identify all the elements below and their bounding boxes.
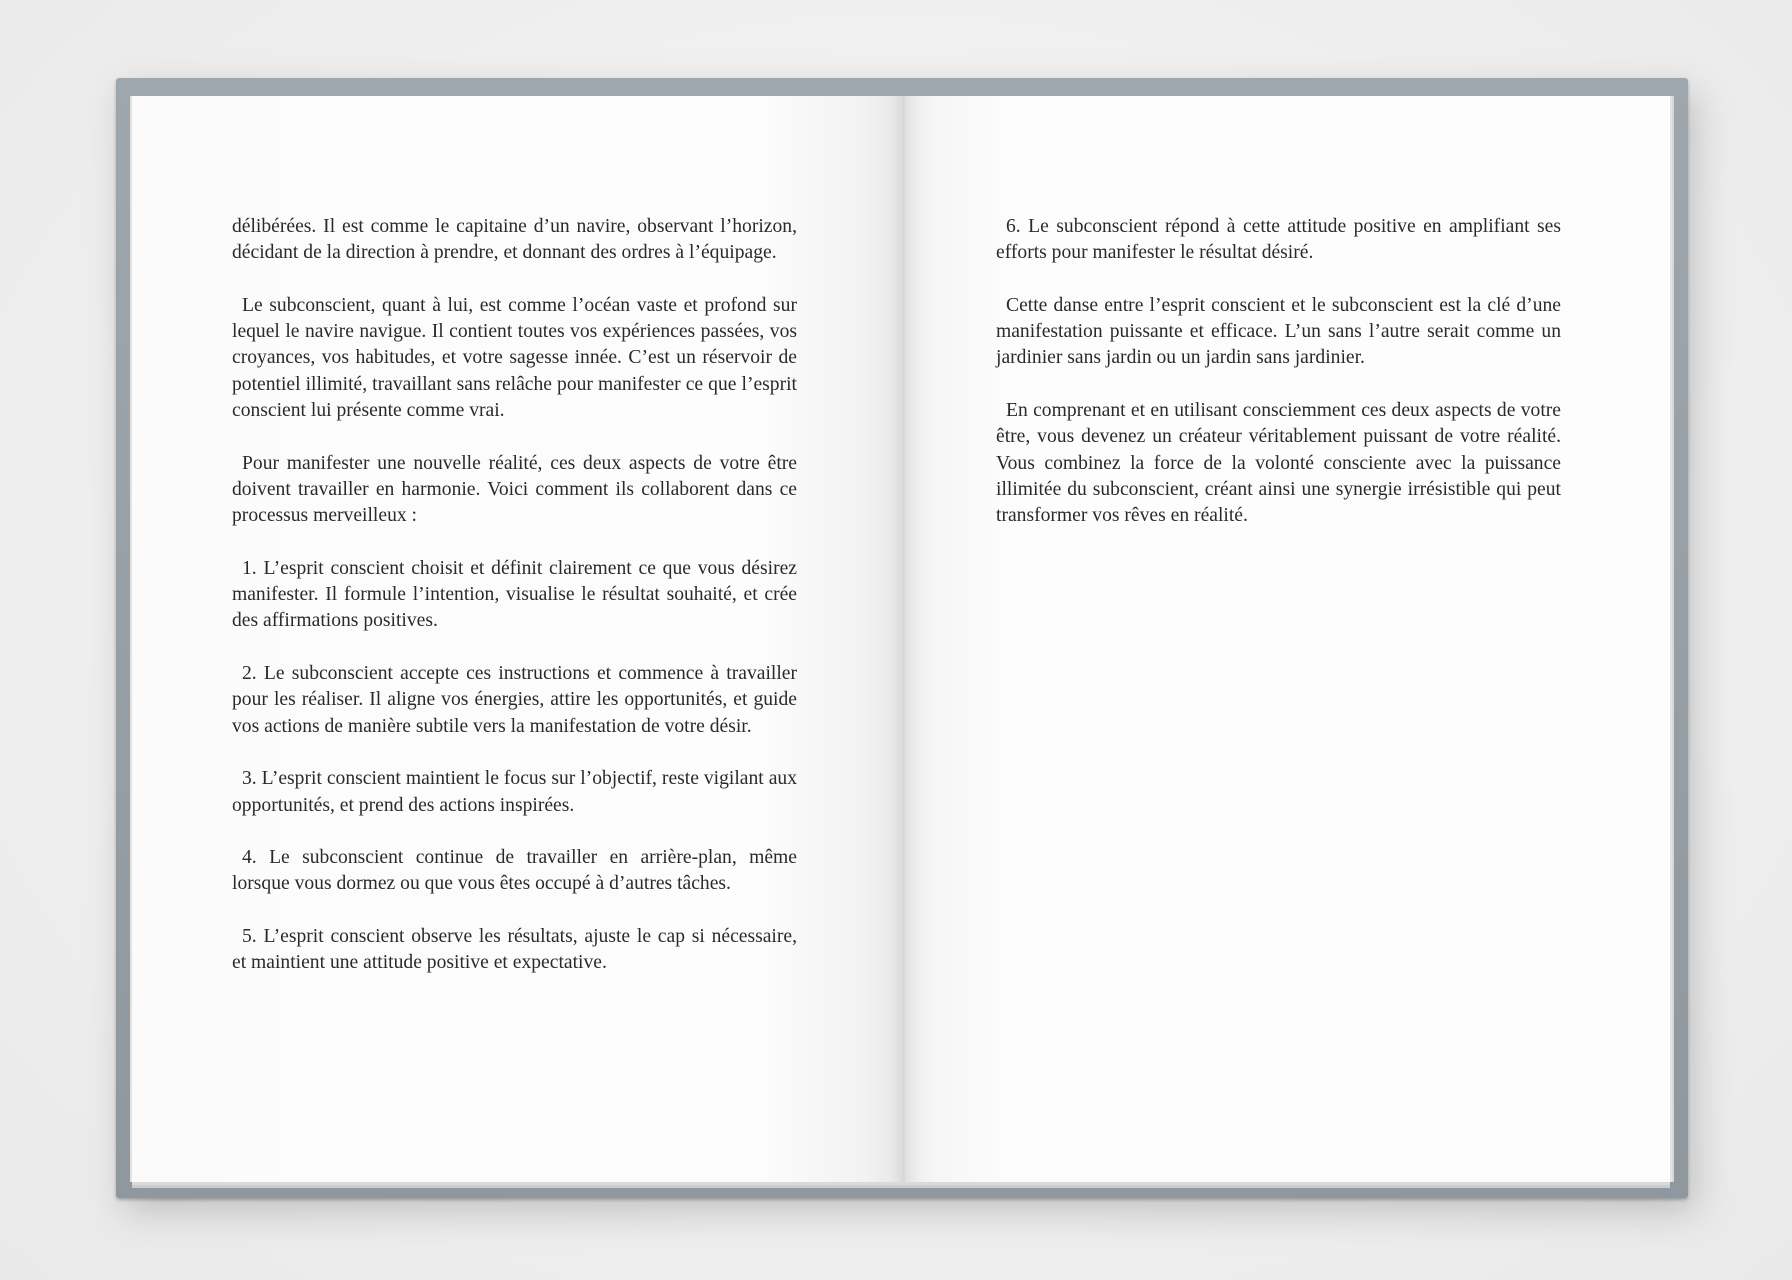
left-list-item-2: 2. Le subconscient accepte ces instructions et commence à travailler pour les réaliser. Il aligne vos énergies, attire les opportunités, et guide vos actions de manière subtile vers la manifestation de votre désir. bbox=[232, 663, 797, 737]
left-page-text bbox=[232, 214, 797, 1003]
left-list-item-3: 3. L’esprit conscient maintient le focus sur l’objectif, reste vigilant aux opportunités, et prend des actions inspirées. bbox=[232, 768, 797, 816]
left-paragraph-2: Le subconscient, quant à lui, est comme l’océan vaste et profond sur lequel le navire navigue. Il contient toutes vos expériences passées, vos croyances, vos habitudes, et votre sagesse innée. C’est un réservoir de potentiel illimité, travaillant sans relâche pour manifester ce que l’esprit conscient lui présente comme vrai. bbox=[232, 294, 797, 422]
right-list-item-6: 6. Le subconscient répond à cette attitude positive en amplifiant ses efforts pour manifester le résultat désiré. bbox=[996, 216, 1561, 264]
left-paragraph-3: Pour manifester une nouvelle réalité, ces deux aspects de votre être doivent travailler en harmonie. Voici comment ils collaborent dans ce processus merveilleux : bbox=[232, 452, 797, 527]
right-paragraph-2: En comprenant et en utilisant consciemment ces deux aspects de votre être, vous devenez un créateur véritablement puissant de votre réalité. Vous combinez la force de la volonté consciente avec la puissance illimitée du subconscient, créant ainsi une synergie irrésistible qui peut transformer vos rêves en réalité. bbox=[996, 400, 1561, 527]
right-paragraph-1: Cette danse entre l’esprit conscient et le subconscient est la clé d’une manifestation puissante et efficace. L’un sans l’autre serait comme un jardinier sans jardin ou un jardin sans jardinier. bbox=[996, 294, 1561, 369]
left-page bbox=[132, 96, 904, 1182]
right-page bbox=[904, 96, 1670, 1182]
left-list-item-1: 1. L’esprit conscient choisit et définit clairement ce que vous désirez manifester. Il formule l’intention, visualise le résultat souhaité, et crée des affirmations positives. bbox=[232, 557, 797, 632]
left-paragraph-1: délibérées. Il est comme le capitaine d’un navire, observant l’horizon, décidant de la direction à prendre, et donnant des ordres à l’équipage. bbox=[232, 216, 797, 264]
right-page-text bbox=[996, 214, 1561, 556]
left-list-item-5: 5. L’esprit conscient observe les résultats, ajuste le cap si nécessaire, et maintient une attitude positive et expectative. bbox=[232, 926, 797, 974]
left-list-item-4: 4. Le subconscient continue de travailler en arrière-plan, même lorsque vous dormez ou que vous êtes occupé à d’autres tâches. bbox=[232, 847, 797, 895]
